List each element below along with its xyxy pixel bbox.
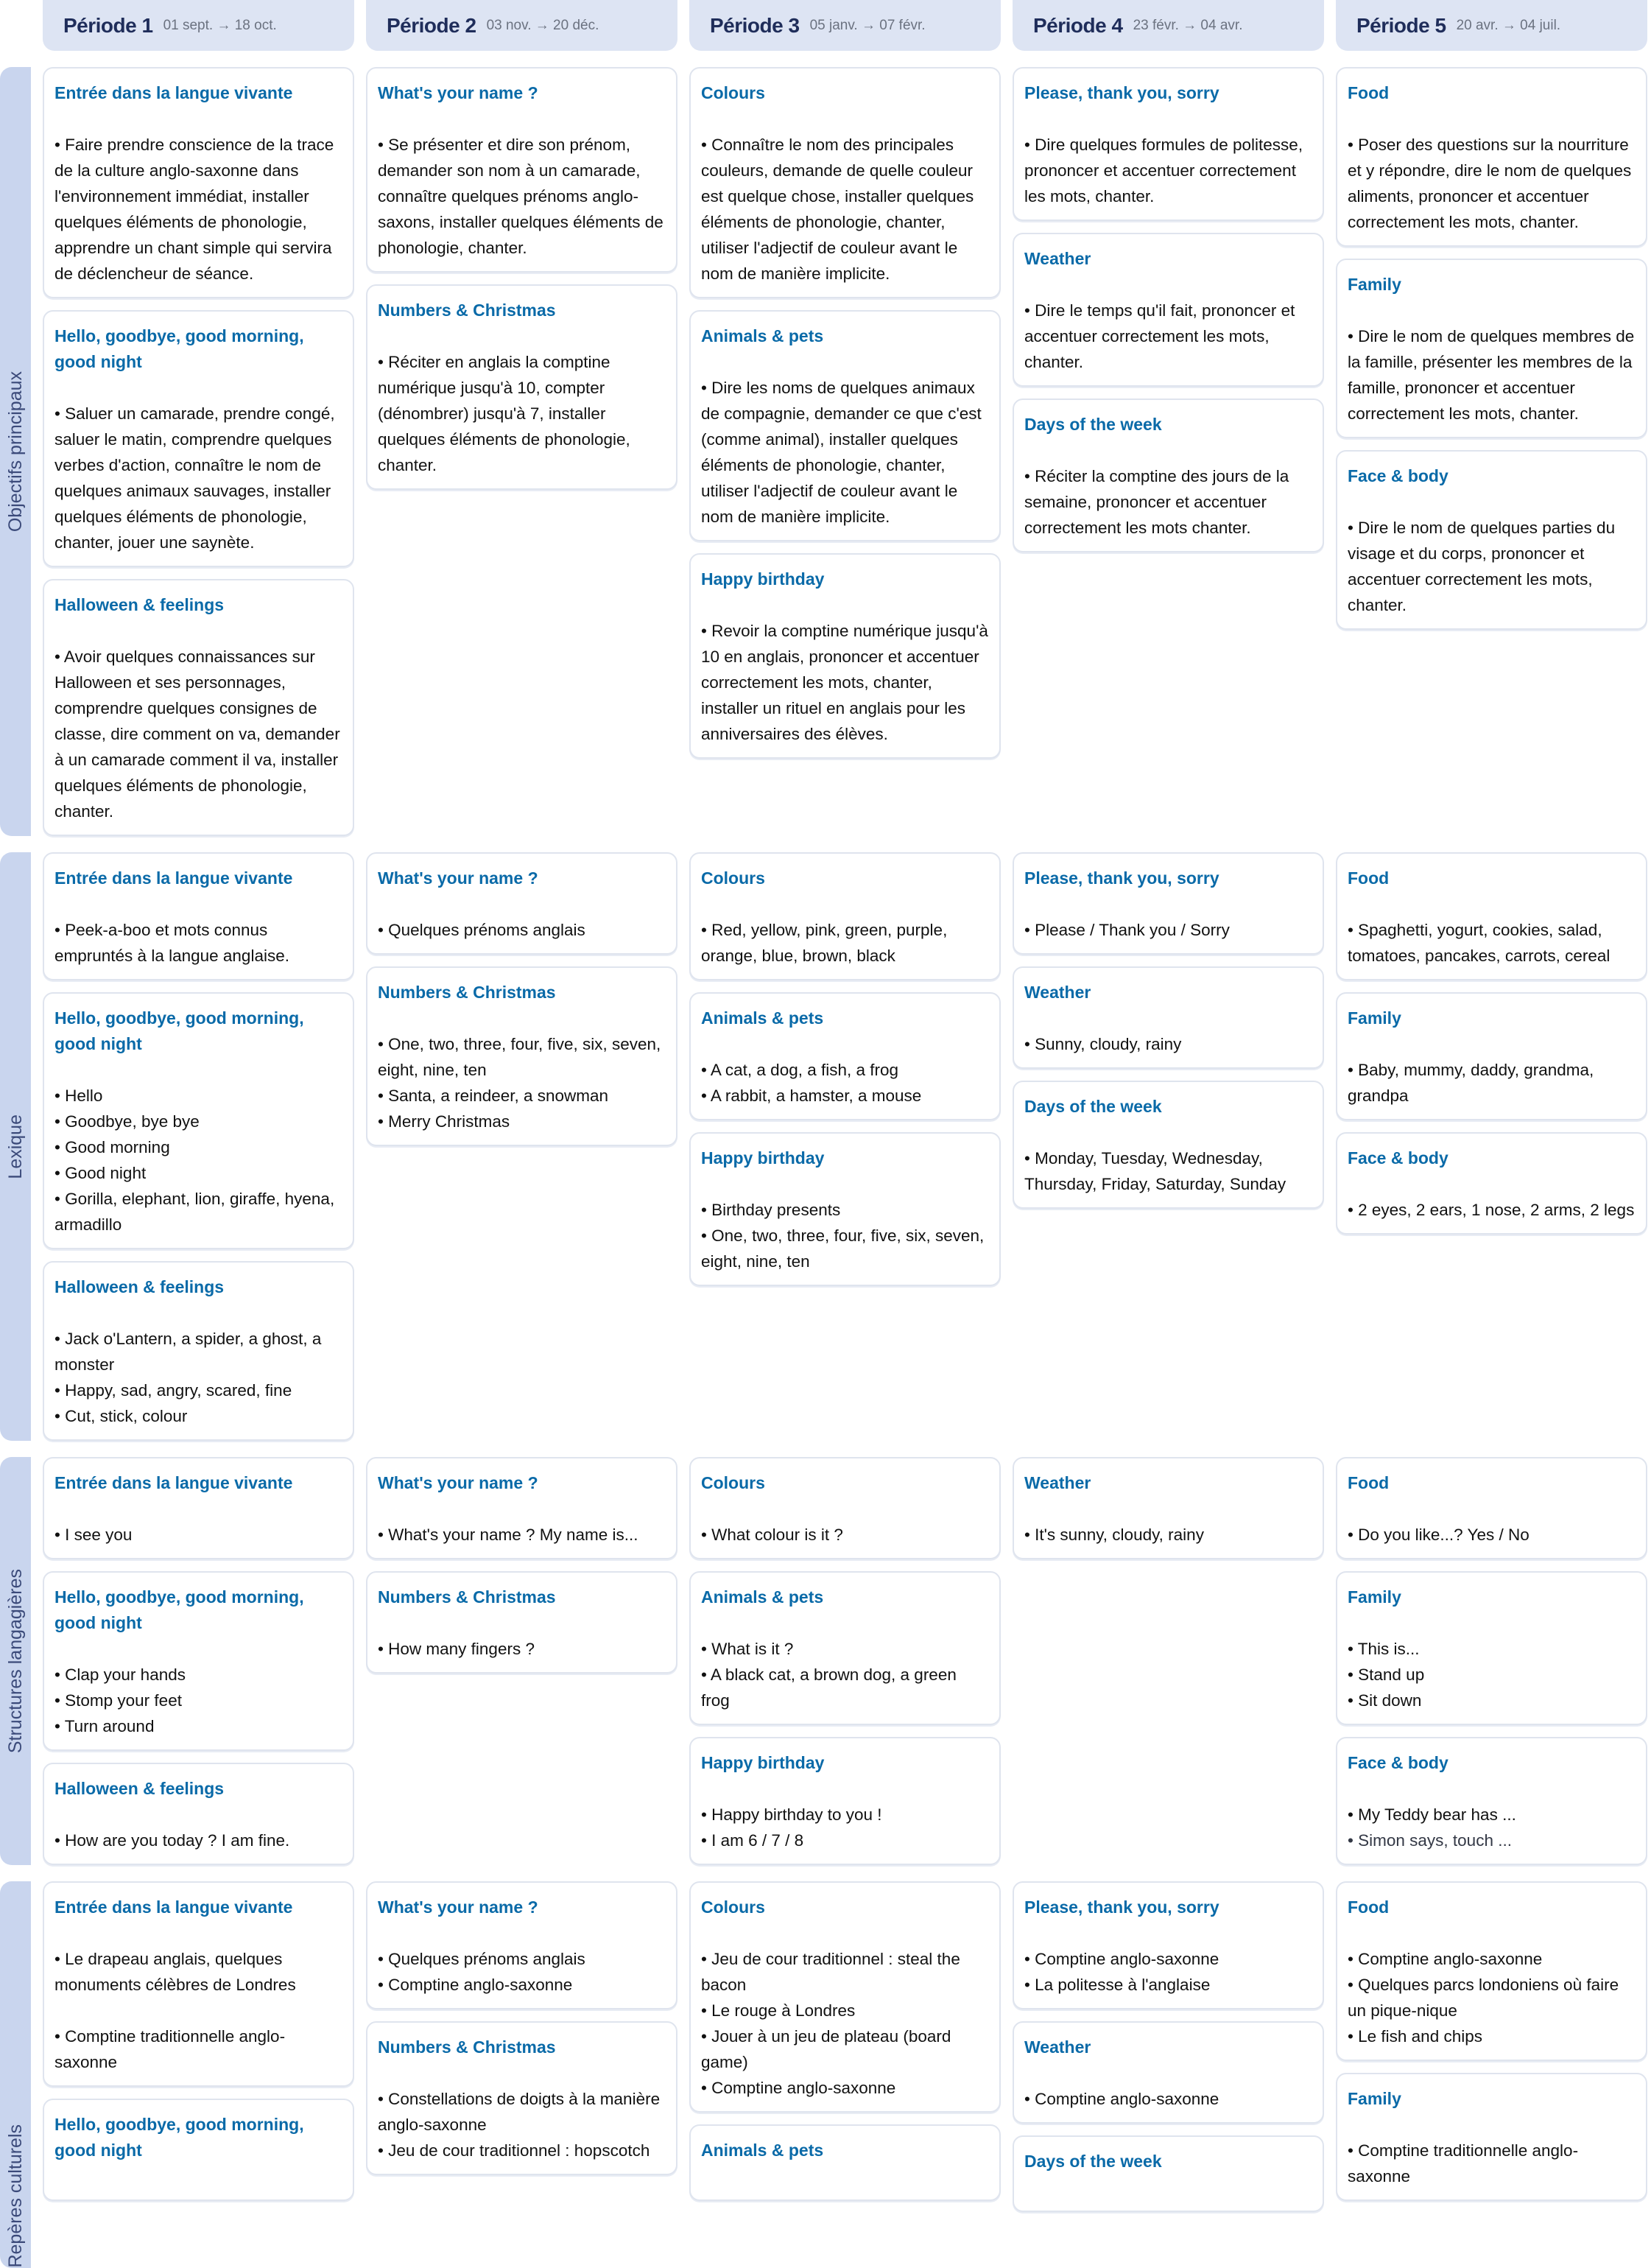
unit-card[interactable] [689, 1881, 1001, 2113]
unit-bullet: • Peek-a-boo et mots connus empruntés à la langue anglaise. [54, 921, 289, 965]
period-column-5 [1336, 1457, 1647, 1865]
period-header-2 [366, 0, 677, 51]
unit-title: Animals & pets [701, 326, 824, 345]
unit-card[interactable] [1013, 1457, 1324, 1559]
unit-card[interactable] [43, 310, 354, 567]
unit-card[interactable] [1013, 399, 1324, 552]
period-column-1 [43, 852, 354, 1441]
unit-card[interactable] [43, 1261, 354, 1441]
unit-card[interactable] [1336, 1571, 1647, 1725]
unit-bullet: • Le drapeau anglais, quelques monuments célèbres de Londres [54, 1950, 296, 1994]
unit-title: Halloween & feelings [54, 1779, 225, 1798]
unit-paragraph [54, 401, 342, 555]
unit-card[interactable] [689, 852, 1001, 980]
unit-title: Family [1348, 1008, 1401, 1028]
unit-card[interactable] [43, 1763, 354, 1865]
unit-title: Animals & pets [701, 2141, 824, 2160]
unit-paragraph [54, 644, 342, 824]
period-column-3 [689, 1881, 1001, 2268]
unit-card[interactable] [1336, 852, 1647, 980]
unit-bullet: • Faire prendre conscience de la trace de la culture anglo-saxonne dans l'environnement immédiat, installer quelques éléments de phonologie, apprendre un chant simple qui servira de déclencheur de séance. [54, 136, 334, 283]
unit-card[interactable] [1013, 233, 1324, 387]
unit-bullet: • Jeu de cour traditionnel : steal the bacon [701, 1950, 960, 1994]
unit-bullet: • A rabbit, a hamster, a mouse [701, 1086, 922, 1105]
unit-title: Colours [701, 868, 765, 888]
unit-paragraph [378, 2086, 666, 2163]
unit-paragraph [54, 1326, 342, 1429]
period-column-2 [366, 1881, 677, 2268]
period-title: Période 1 [63, 13, 153, 37]
unit-bullet: • Dire le nom de quelques membres de la famille, présenter les membres de la famille, prononcer et accentuer correctement les mots, chanter. [1348, 327, 1635, 423]
unit-title: Days of the week [1024, 1097, 1162, 1116]
unit-bullet: • Happy birthday to you ! [701, 1805, 882, 1824]
unit-bullet: • This is... [1348, 1640, 1420, 1658]
unit-title: Animals & pets [701, 1587, 824, 1607]
unit-bullet: • What is it ? [701, 1640, 794, 1658]
unit-card[interactable] [1336, 450, 1647, 630]
unit-card[interactable] [366, 966, 677, 1146]
period-title: Période 4 [1033, 13, 1123, 37]
period-dates: 05 janv. → 07 févr. [809, 17, 926, 33]
unit-paragraph [701, 1636, 989, 1713]
unit-bullet: • Clap your hands [54, 1665, 186, 1684]
unit-bullet: • Comptine anglo-saxonne [1024, 2090, 1219, 2108]
period-title: Période 5 [1356, 13, 1446, 37]
unit-paragraph [701, 1946, 989, 2101]
unit-bullet: • How are you today ? I am fine. [54, 1831, 290, 1850]
unit-bullet: • How many fingers ? [378, 1640, 535, 1658]
unit-bullet: • Good morning [54, 1138, 170, 1156]
unit-bullet: • Le fish and chips [1348, 2027, 1482, 2046]
unit-card[interactable] [43, 67, 354, 298]
period-title: Période 2 [387, 13, 476, 37]
period-header-3 [689, 0, 1001, 51]
unit-bullet: • Jack o'Lantern, a spider, a ghost, a monster [54, 1330, 322, 1374]
unit-title: Family [1348, 275, 1401, 294]
unit-title: Numbers & Christmas [378, 983, 556, 1002]
unit-title: What's your name ? [378, 83, 538, 102]
unit-bullet: • It's sunny, cloudy, rainy [1024, 1526, 1204, 1544]
unit-bullet: • Réciter la comptine des jours de la semaine, prononcer et accentuer correctement les mots chanter. [1024, 467, 1289, 537]
unit-paragraph [1024, 298, 1312, 375]
unit-title: Numbers & Christmas [378, 301, 556, 320]
unit-card[interactable] [366, 67, 677, 273]
row-label-text: Structures langagières [4, 1568, 26, 1754]
unit-bullet: • Se présenter et dire son prénom, demander son nom à un camarade, connaître quelques prénoms anglo-saxons, installer quelques éléments de phonologie, chanter. [378, 136, 663, 257]
unit-bullet: • Good night [54, 1164, 147, 1182]
unit-title: Hello, goodbye, good morning, good night [54, 1587, 304, 1632]
unit-bullet: • Saluer un camarade, prendre congé, saluer le matin, comprendre quelques verbes d'action, connaître le nom de quelques animaux sauvages, installer quelques éléments de phonologie, chanter, jouer une saynète. [54, 404, 335, 552]
unit-title: Animals & pets [701, 1008, 824, 1028]
unit-title: Face & body [1348, 466, 1448, 485]
unit-title: Food [1348, 83, 1390, 102]
unit-paragraph [54, 1662, 342, 1739]
unit-card[interactable] [366, 284, 677, 490]
row-label-text: Lexique [4, 1114, 26, 1179]
unit-bullet: • Comptine anglo-saxonne [378, 1976, 573, 1994]
period-column-2 [366, 67, 677, 836]
period-column-4 [1013, 67, 1324, 836]
unit-card[interactable] [689, 67, 1001, 298]
unit-card[interactable] [689, 992, 1001, 1120]
unit-card[interactable] [1013, 966, 1324, 1069]
unit-title: Colours [701, 1897, 765, 1917]
unit-bullet: • Baby, mummy, daddy, grandma, grandpa [1348, 1061, 1594, 1105]
unit-title: Weather [1024, 2037, 1091, 2057]
unit-paragraph [1348, 1197, 1636, 1223]
period-column-4 [1013, 852, 1324, 1441]
unit-card[interactable] [43, 1881, 354, 2087]
unit-bullet: • Birthday presents [701, 1201, 841, 1219]
unit-paragraph [1348, 1636, 1636, 1713]
unit-paragraph [1024, 463, 1312, 541]
row-label [0, 852, 31, 1441]
unit-card[interactable] [689, 1571, 1001, 1725]
unit-card[interactable] [1013, 852, 1324, 955]
unit-bullet: • Comptine anglo-saxonne [1024, 1950, 1219, 1968]
unit-title: Face & body [1348, 1753, 1448, 1772]
period-column-1 [43, 67, 354, 836]
unit-paragraph [54, 1522, 342, 1548]
unit-paragraph [378, 1946, 666, 1998]
unit-paragraph [1348, 917, 1636, 969]
unit-paragraph [54, 132, 342, 287]
period-column-3 [689, 67, 1001, 836]
unit-paragraph [378, 132, 666, 261]
unit-bullet: • What colour is it ? [701, 1526, 843, 1544]
unit-bullet: • A cat, a dog, a fish, a frog [701, 1061, 899, 1079]
unit-card[interactable] [366, 852, 677, 955]
period-column-3 [689, 1457, 1001, 1865]
unit-title: Happy birthday [701, 569, 825, 589]
unit-bullet: • Red, yellow, pink, green, purple, orange, blue, brown, black [701, 921, 948, 965]
period-dates: 01 sept. → 18 oct. [163, 17, 277, 33]
unit-bullet: • A black cat, a brown dog, a green frog [701, 1665, 957, 1710]
unit-bullet: • Comptine anglo-saxonne [1348, 1950, 1543, 1968]
unit-paragraph [701, 917, 989, 969]
unit-paragraph [701, 1802, 989, 1853]
unit-title: Food [1348, 1473, 1390, 1492]
period-column-1 [43, 1881, 354, 2268]
unit-title: Entrée dans la langue vivante [54, 1473, 293, 1492]
unit-title: Food [1348, 868, 1390, 888]
unit-title: Family [1348, 2089, 1401, 2108]
unit-card[interactable] [1336, 1457, 1647, 1559]
unit-bullet: • Réciter en anglais la comptine numérique jusqu'à 10, compter (dénombrer) jusqu'à 7, installer quelques éléments de phonologie, chanter. [378, 353, 630, 474]
unit-bullet: • Dire le temps qu'il fait, prononcer et accentuer correctement les mots, chanter. [1024, 301, 1295, 371]
unit-card[interactable] [366, 2021, 677, 2175]
unit-title: Hello, goodbye, good morning, good night [54, 2115, 304, 2160]
unit-paragraph [1024, 132, 1312, 209]
unit-paragraph [1348, 132, 1636, 235]
unit-bullet: • Dire les noms de quelques animaux de compagnie, demander ce que c'est (comme animal), installer quelques éléments de phonologie, chanter, utiliser l'adjectif de couleur avant le nom de manière implicite. [701, 379, 982, 526]
unit-title: Food [1348, 1897, 1390, 1917]
unit-title: Please, thank you, sorry [1024, 1897, 1219, 1917]
unit-bullet: • Cut, stick, colour [54, 1407, 188, 1425]
unit-title: Happy birthday [701, 1753, 825, 1772]
unit-card[interactable] [366, 1457, 677, 1559]
unit-title: Family [1348, 1587, 1401, 1607]
unit-bullet: • Gorilla, elephant, lion, giraffe, hyena, armadillo [54, 1190, 335, 1234]
unit-bullet: • I see you [54, 1526, 133, 1544]
unit-bullet: • One, two, three, four, five, six, seven, eight, nine, ten [378, 1035, 661, 1079]
period-header-4 [1013, 0, 1324, 51]
unit-title: Halloween & feelings [54, 595, 225, 614]
unit-bullet: • My Teddy bear has ... [1348, 1805, 1516, 1824]
unit-card[interactable] [1336, 67, 1647, 247]
unit-title: Halloween & feelings [54, 1277, 225, 1296]
period-dates: 20 avr. → 04 juil. [1456, 17, 1561, 33]
row-label [0, 67, 31, 836]
unit-title: Days of the week [1024, 415, 1162, 434]
unit-paragraph [54, 917, 342, 969]
row-label-text: Objectifs principaux [4, 371, 26, 533]
period-title: Période 3 [710, 13, 800, 37]
unit-paragraph [378, 349, 666, 478]
unit-bullet: • 2 eyes, 2 ears, 1 nose, 2 arms, 2 legs [1348, 1201, 1635, 1219]
unit-card[interactable] [1013, 2135, 1324, 2212]
unit-paragraph [1024, 1145, 1312, 1197]
unit-title: Days of the week [1024, 2152, 1162, 2171]
period-column-5 [1336, 1881, 1647, 2268]
period-column-4 [1013, 1881, 1324, 2268]
unit-bullet: • Quelques prénoms anglais [378, 921, 585, 939]
unit-paragraph [378, 1031, 666, 1134]
row-label-text: Repères culturels [4, 2124, 26, 2268]
unit-bullet: • Comptine anglo-saxonne [701, 2079, 896, 2097]
unit-bullet: • Stand up [1348, 1665, 1425, 1684]
unit-bullet: • Jouer à un jeu de plateau (board game) [701, 2027, 951, 2071]
unit-card[interactable] [366, 1881, 677, 2009]
unit-bullet: • I am 6 / 7 / 8 [701, 1831, 804, 1850]
unit-bullet: • Le rouge à Londres [701, 2001, 856, 2020]
unit-bullet: • Avoir quelques connaissances sur Halloween et ses personnages, comprendre quelques consignes de classe, dire comment on va, demander à un camarade comment il va, installer quelques éléments de phonologie, chanter. [54, 647, 340, 821]
unit-card[interactable] [1336, 2073, 1647, 2201]
unit-bullet: • Simon says, touch ... [1348, 1831, 1512, 1850]
unit-paragraph [701, 1057, 989, 1109]
unit-title: Numbers & Christmas [378, 1587, 556, 1607]
period-column-5 [1336, 67, 1647, 836]
unit-paragraph [54, 1083, 342, 1237]
unit-bullet: • Constellations de doigts à la manière anglo-saxonne [378, 2090, 661, 2134]
unit-bullet: • Spaghetti, yogurt, cookies, salad, tomatoes, pancakes, carrots, cereal [1348, 921, 1610, 965]
unit-card[interactable] [689, 2124, 1001, 2201]
unit-card[interactable] [1336, 259, 1647, 438]
unit-paragraph [54, 1946, 342, 1998]
unit-title: What's your name ? [378, 1897, 538, 1917]
unit-card[interactable] [1013, 2021, 1324, 2124]
unit-paragraph [1024, 1031, 1312, 1057]
corner-spacer [0, 0, 31, 51]
unit-card[interactable] [689, 1132, 1001, 1286]
unit-card[interactable] [689, 553, 1001, 759]
unit-bullet: • One, two, three, four, five, six, seven, eight, nine, ten [701, 1226, 985, 1271]
unit-card[interactable] [43, 1571, 354, 1751]
unit-title: What's your name ? [378, 1473, 538, 1492]
unit-card[interactable] [689, 1457, 1001, 1559]
unit-bullet: • Santa, a reindeer, a snowman [378, 1086, 609, 1105]
unit-bullet: • Please / Thank you / Sorry [1024, 921, 1230, 939]
unit-title: Hello, goodbye, good morning, good night [54, 1008, 304, 1053]
unit-title: Weather [1024, 249, 1091, 268]
row-label [0, 1457, 31, 1865]
period-column-1 [43, 1457, 354, 1865]
unit-card[interactable] [43, 992, 354, 1249]
unit-title: Colours [701, 1473, 765, 1492]
period-dates: 03 nov. → 20 déc. [486, 17, 599, 33]
unit-card[interactable] [1013, 1081, 1324, 1209]
unit-paragraph [54, 2023, 342, 2075]
unit-card[interactable] [1013, 67, 1324, 221]
unit-title: Weather [1024, 983, 1091, 1002]
unit-bullet: • Sit down [1348, 1691, 1422, 1710]
unit-bullet: • Happy, sad, angry, scared, fine [54, 1381, 292, 1400]
period-column-2 [366, 1457, 677, 1865]
unit-paragraph [701, 618, 989, 747]
unit-paragraph [701, 1522, 989, 1548]
unit-bullet: • Comptine traditionnelle anglo-saxonne [54, 2027, 286, 2071]
unit-card[interactable] [1336, 1737, 1647, 1865]
unit-bullet: • Do you like...? Yes / No [1348, 1526, 1529, 1544]
unit-card[interactable] [1013, 1881, 1324, 2009]
unit-paragraph [1348, 323, 1636, 426]
unit-paragraph [1348, 2138, 1636, 2189]
unit-card[interactable] [1336, 1132, 1647, 1235]
unit-paragraph [1024, 1522, 1312, 1548]
period-column-2 [366, 852, 677, 1441]
unit-bullet: • Dire quelques formules de politesse, prononcer et accentuer correctement les mots, chanter. [1024, 136, 1303, 206]
unit-bullet: • Sunny, cloudy, rainy [1024, 1035, 1182, 1053]
unit-title: Please, thank you, sorry [1024, 83, 1219, 102]
unit-bullet: • Monday, Tuesday, Wednesday, Thursday, Friday, Saturday, Sunday [1024, 1149, 1286, 1193]
unit-bullet: • Revoir la comptine numérique jusqu'à 10 en anglais, prononcer et accentuer correctement les mots, chanter, installer un rituel en anglais pour les anniversaires des élèves. [701, 622, 988, 743]
unit-bullet: • Connaître le nom des principales couleurs, demande de quelle couleur est quelque chose, installer quelques éléments de phonologie, chanter, utiliser l'adjectif de couleur avant le nom de manière implicite. [701, 136, 974, 283]
unit-title: Weather [1024, 1473, 1091, 1492]
period-dates: 23 févr. → 04 avr. [1133, 17, 1243, 33]
unit-paragraph [1348, 1802, 1636, 1853]
unit-card[interactable] [43, 1457, 354, 1559]
unit-title: Colours [701, 83, 765, 102]
unit-title: Entrée dans la langue vivante [54, 868, 293, 888]
unit-bullet: • Turn around [54, 1717, 155, 1735]
unit-paragraph [378, 1636, 666, 1662]
unit-title: Happy birthday [701, 1148, 825, 1168]
unit-title: Entrée dans la langue vivante [54, 1897, 293, 1917]
period-column-5 [1336, 852, 1647, 1441]
unit-title: Face & body [1348, 1148, 1448, 1168]
unit-bullet: • Quelques parcs londoniens où faire un pique-nique [1348, 1976, 1619, 2020]
unit-paragraph [54, 1828, 342, 1853]
unit-bullet: • Stomp your feet [54, 1691, 182, 1710]
unit-title: Numbers & Christmas [378, 2037, 556, 2057]
unit-card[interactable] [43, 852, 354, 980]
unit-paragraph [701, 132, 989, 287]
unit-bullet: • Hello [54, 1086, 103, 1105]
unit-card[interactable] [366, 1571, 677, 1674]
row-label [0, 1881, 31, 2268]
unit-card[interactable] [1336, 1881, 1647, 2061]
unit-title: Entrée dans la langue vivante [54, 83, 293, 102]
unit-paragraph [1024, 1946, 1312, 1998]
unit-title: Please, thank you, sorry [1024, 868, 1219, 888]
unit-bullet: • Poser des questions sur la nourriture et y répondre, dire le nom de quelques aliments, prononcer et accentuer correctement les mots, chanter. [1348, 136, 1632, 231]
unit-card[interactable] [1336, 992, 1647, 1120]
unit-bullet: • What's your name ? My name is... [378, 1526, 638, 1544]
unit-card[interactable] [43, 2099, 354, 2201]
unit-bullet: • Comptine traditionnelle anglo-saxonne [1348, 2141, 1579, 2186]
period-column-4 [1013, 1457, 1324, 1865]
unit-paragraph [701, 375, 989, 530]
period-header-1 [43, 0, 354, 51]
unit-card[interactable] [689, 1737, 1001, 1865]
unit-paragraph [1024, 2086, 1312, 2112]
unit-bullet: • Quelques prénoms anglais [378, 1950, 585, 1968]
unit-paragraph [1348, 1522, 1636, 1548]
unit-paragraph [1348, 1057, 1636, 1109]
unit-card[interactable] [43, 579, 354, 836]
unit-paragraph [378, 1522, 666, 1548]
unit-bullet: • Goodbye, bye bye [54, 1112, 200, 1131]
unit-paragraph [1024, 917, 1312, 943]
unit-paragraph [701, 1197, 989, 1274]
unit-title: What's your name ? [378, 868, 538, 888]
unit-paragraph [1348, 515, 1636, 618]
unit-bullet: • Dire le nom de quelques parties du visage et du corps, prononcer et accentuer correctement les mots, chanter. [1348, 519, 1616, 614]
unit-card[interactable] [689, 310, 1001, 541]
unit-bullet: • Jeu de cour traditionnel : hopscotch [378, 2141, 650, 2160]
unit-bullet: • Merry Christmas [378, 1112, 510, 1131]
period-column-3 [689, 852, 1001, 1441]
unit-bullet: • La politesse à l'anglaise [1024, 1976, 1211, 1994]
unit-paragraph [1348, 1946, 1636, 2049]
period-header-5 [1336, 0, 1647, 51]
unit-paragraph [378, 917, 666, 943]
unit-title: Hello, goodbye, good morning, good night [54, 326, 304, 371]
